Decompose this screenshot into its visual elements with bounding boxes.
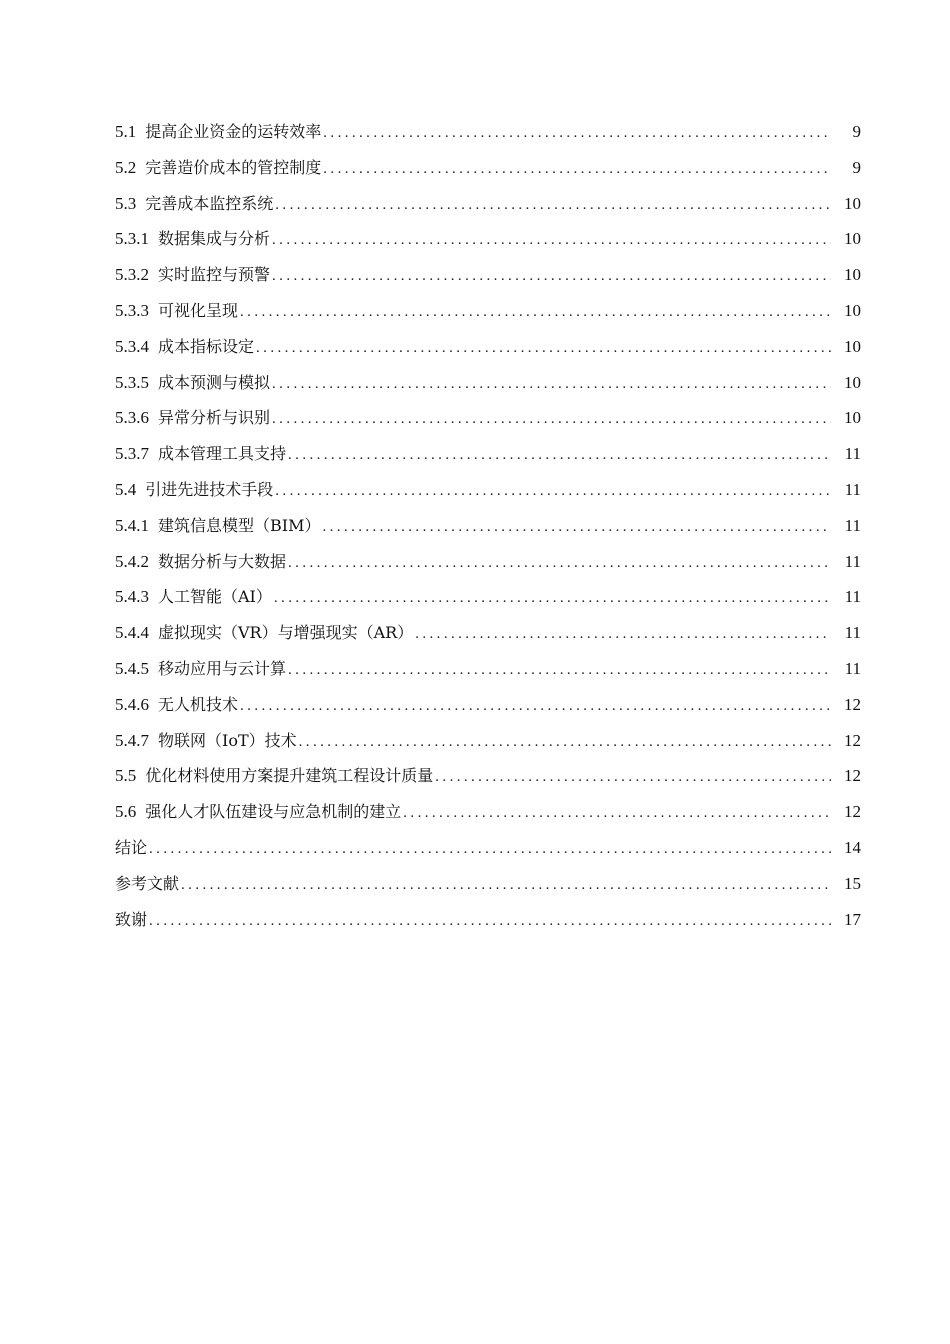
toc-entry-page-number: 9 xyxy=(852,157,861,177)
toc-entry-number: 5.3.7 xyxy=(115,444,149,464)
toc-entry-number: 5.4.3 xyxy=(115,587,149,607)
toc-entry[interactable] xyxy=(115,687,861,723)
toc-entry-number: 5.4.6 xyxy=(115,694,149,714)
toc-entry-page-number: 12 xyxy=(844,730,861,750)
toc-dot-leader xyxy=(272,402,831,438)
toc-entry-number: 5.4.1 xyxy=(115,515,149,535)
toc-dot-leader xyxy=(275,188,831,224)
toc-dot-leader xyxy=(272,259,831,295)
toc-dot-leader xyxy=(149,904,831,940)
toc-entry-page-number: 11 xyxy=(844,551,861,571)
toc-entry-page-number: 10 xyxy=(844,336,861,356)
toc-dot-leader xyxy=(323,152,831,188)
toc-entry[interactable] xyxy=(115,794,861,830)
toc-entry-title: 可视化呈现 xyxy=(158,300,239,320)
toc-dot-leader xyxy=(274,581,831,617)
toc-entry[interactable] xyxy=(115,114,861,150)
toc-dot-leader xyxy=(288,438,831,474)
toc-entry-number: 5.3.6 xyxy=(115,408,149,428)
toc-entry-title: 成本预测与模拟 xyxy=(158,372,271,392)
toc-dot-leader xyxy=(299,725,831,761)
toc-dot-leader xyxy=(272,223,831,259)
toc-entry-title: 异常分析与识别 xyxy=(158,408,271,428)
toc-entry[interactable] xyxy=(115,723,861,759)
toc-entry[interactable] xyxy=(115,579,861,615)
toc-entry-title: 完善造价成本的管控制度 xyxy=(145,157,322,177)
toc-entry-page-number: 15 xyxy=(844,873,861,893)
toc-entry[interactable] xyxy=(115,615,861,651)
toc-entry[interactable] xyxy=(115,866,861,902)
toc-entry-number: 5.3.2 xyxy=(115,265,149,285)
toc-entry-page-number: 11 xyxy=(844,515,861,535)
toc-entry[interactable] xyxy=(115,472,861,508)
toc-entry-number: 5.4.7 xyxy=(115,730,149,750)
toc-entry-title: 结论 xyxy=(115,837,148,857)
toc-entry-number: 5.4 xyxy=(115,479,137,499)
toc-dot-leader xyxy=(240,295,831,331)
toc-entry-title: 数据集成与分析 xyxy=(158,229,271,249)
toc-dot-leader xyxy=(435,760,831,796)
toc-entry[interactable] xyxy=(115,400,861,436)
toc-entry-number: 5.6 xyxy=(115,802,137,822)
table-of-contents xyxy=(115,114,861,937)
toc-entry-title: 优化材料使用方案提升建筑工程设计质量 xyxy=(145,766,434,786)
toc-dot-leader xyxy=(275,474,831,510)
toc-entry-page-number: 10 xyxy=(844,229,861,249)
toc-entry-number: 5.5 xyxy=(115,766,137,786)
toc-entry-number: 5.4.2 xyxy=(115,551,149,571)
toc-entry-number: 5.3.3 xyxy=(115,300,149,320)
toc-dot-leader xyxy=(415,617,831,653)
toc-entry-title: 提高企业资金的运转效率 xyxy=(145,122,322,141)
toc-entry-page-number: 10 xyxy=(844,408,861,428)
toc-dot-leader xyxy=(403,796,831,832)
toc-entry-title: 建筑信息模型（BIM） xyxy=(158,515,321,535)
toc-dot-leader xyxy=(272,367,831,403)
toc-entry-title: 人工智能（AI） xyxy=(158,587,272,607)
toc-entry-page-number: 10 xyxy=(844,300,861,320)
toc-entry-number: 5.2 xyxy=(115,157,137,177)
toc-entry[interactable] xyxy=(115,293,861,329)
toc-entry-page-number: 11 xyxy=(844,479,861,499)
toc-entry-title: 虚拟现实（VR）与增强现实（AR） xyxy=(158,623,414,643)
toc-entry-page-number: 12 xyxy=(844,802,861,822)
toc-entry-title: 完善成本监控系统 xyxy=(145,193,274,213)
toc-dot-leader xyxy=(323,116,831,152)
toc-entry[interactable] xyxy=(115,902,861,938)
toc-entry[interactable] xyxy=(115,508,861,544)
toc-entry[interactable] xyxy=(115,186,861,222)
toc-entry-page-number: 9 xyxy=(852,122,861,141)
toc-entry-page-number: 11 xyxy=(844,658,861,678)
toc-entry-title: 无人机技术 xyxy=(158,694,239,714)
toc-entry[interactable] xyxy=(115,221,861,257)
toc-entry-title: 引进先进技术手段 xyxy=(145,479,274,499)
toc-entry[interactable] xyxy=(115,830,861,866)
toc-entry-page-number: 11 xyxy=(844,623,861,643)
toc-entry-number: 5.3.1 xyxy=(115,229,149,249)
toc-entry[interactable] xyxy=(115,257,861,293)
toc-entry-page-number: 11 xyxy=(844,587,861,607)
toc-entry-number: 5.1 xyxy=(115,122,137,141)
toc-entry-number: 5.3 xyxy=(115,193,137,213)
toc-entry-number: 5.3.5 xyxy=(115,372,149,392)
toc-entry[interactable] xyxy=(115,651,861,687)
toc-entry-page-number: 10 xyxy=(844,265,861,285)
toc-dot-leader xyxy=(322,510,831,546)
toc-entry[interactable] xyxy=(115,436,861,472)
toc-entry-number: 5.4.4 xyxy=(115,623,149,643)
toc-entry-page-number: 10 xyxy=(844,372,861,392)
toc-entry[interactable] xyxy=(115,150,861,186)
toc-entry[interactable] xyxy=(115,365,861,401)
toc-dot-leader xyxy=(288,653,831,689)
toc-entry-title: 成本指标设定 xyxy=(158,336,255,356)
toc-dot-leader xyxy=(256,331,831,367)
toc-entry-title: 实时监控与预警 xyxy=(158,265,271,285)
toc-dot-leader xyxy=(181,868,831,904)
toc-entry-title: 致谢 xyxy=(115,909,148,929)
toc-entry-number: 5.4.5 xyxy=(115,658,149,678)
toc-entry-page-number: 11 xyxy=(844,444,861,464)
toc-entry-title: 强化人才队伍建设与应急机制的建立 xyxy=(145,802,402,822)
toc-entry[interactable] xyxy=(115,544,861,580)
toc-dot-leader xyxy=(288,546,831,582)
toc-entry-title: 物联网（IoT）技术 xyxy=(158,730,297,750)
toc-entry-page-number: 12 xyxy=(844,766,861,786)
toc-entry-number: 5.3.4 xyxy=(115,336,149,356)
toc-entry-title: 参考文献 xyxy=(115,873,180,893)
toc-entry-page-number: 14 xyxy=(844,837,861,857)
toc-entry[interactable] xyxy=(115,758,861,794)
toc-entry-title: 成本管理工具支持 xyxy=(158,444,287,464)
toc-entry-page-number: 17 xyxy=(844,909,861,929)
toc-entry-title: 移动应用与云计算 xyxy=(158,658,287,678)
toc-entry-title: 数据分析与大数据 xyxy=(158,551,287,571)
toc-entry-page-number: 12 xyxy=(844,694,861,714)
toc-dot-leader xyxy=(240,689,831,725)
toc-entry[interactable] xyxy=(115,329,861,365)
toc-entry-page-number: 10 xyxy=(844,193,861,213)
toc-dot-leader xyxy=(149,832,831,868)
